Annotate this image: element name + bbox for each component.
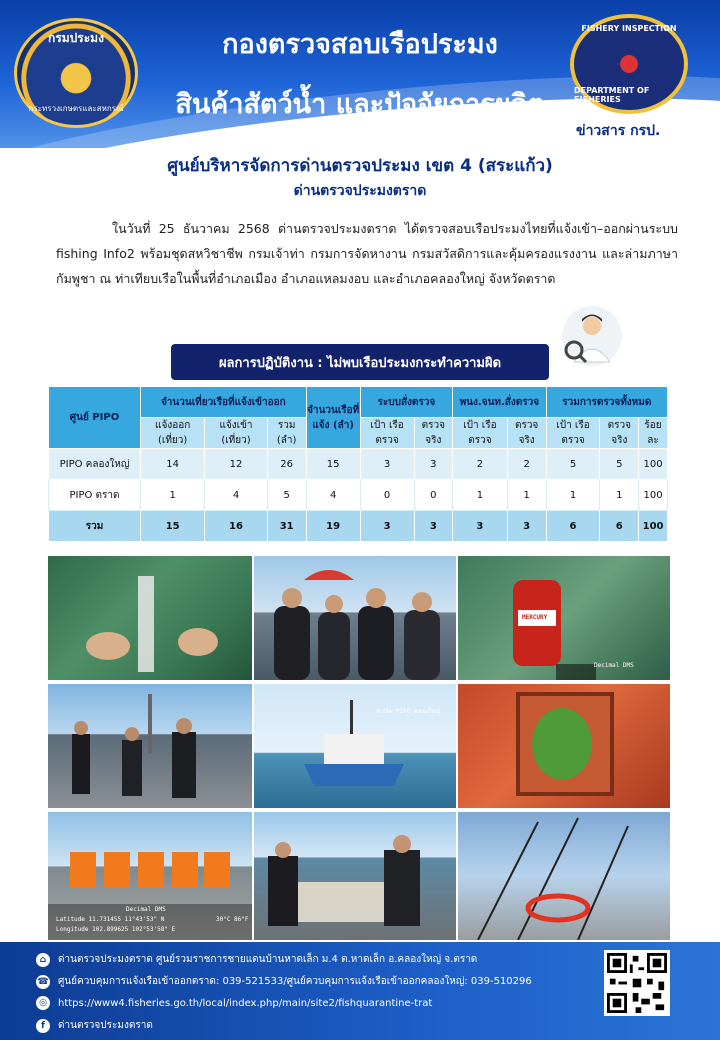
table-cell: 1 [600, 480, 639, 511]
table-subheader: รวม (ลำ) [267, 418, 306, 449]
photo-officers-drawing [254, 556, 456, 680]
table-subheader: ร้อยละ [639, 418, 668, 449]
table-subheader: ตรวจจริง [600, 418, 639, 449]
table-subheader: ตรวจจริง [414, 418, 453, 449]
table-cell: 1 [546, 480, 600, 511]
table-cell: 15 [306, 449, 360, 480]
table-cell: 5 [546, 449, 600, 480]
table-subheader: ตรวจจริง [507, 418, 546, 449]
table-cell: PIPO คลองใหญ่ [49, 449, 141, 480]
table-cell: 6 [546, 511, 600, 542]
photo-document-drawing [254, 812, 456, 940]
qr-code[interactable] [604, 950, 670, 1016]
table-cell: 3 [414, 449, 453, 480]
table-cell: 3 [453, 511, 508, 542]
table-cell: 4 [306, 480, 360, 511]
photo-stamp: Decimal DMS [594, 662, 634, 669]
photo-net-mesh-measure [48, 556, 252, 680]
photo-rods-drawing [458, 812, 670, 940]
header-title-line1: กองตรวจสอบเรือประมง [222, 29, 498, 60]
table-cell: 3 [507, 511, 546, 542]
facebook-icon: f [36, 1019, 50, 1033]
inspector-person-icon [560, 306, 624, 372]
extinguisher-label: MERCURY [522, 614, 548, 621]
photo-pier-drawing [48, 684, 252, 808]
table-cell: 19 [306, 511, 360, 542]
gps-stamp-header: Decimal DMS [126, 906, 166, 913]
photo-fishing-boat [254, 684, 456, 808]
table-header-trips: จำนวนเที่ยวเรือที่แจ้งเข้าออก [141, 387, 307, 418]
photo-boat-drawing [254, 684, 456, 808]
table-cell: 26 [267, 449, 306, 480]
photo-officers-group [254, 556, 456, 680]
photo-fishing-rods [458, 812, 670, 940]
table-cell: 0 [414, 480, 453, 511]
logo-left-text: กรมประมง [48, 31, 104, 45]
table-cell: 12 [205, 449, 267, 480]
fishery-inspection-logo [570, 14, 688, 114]
gps-stamp-temperature: 30°C 86°F [216, 916, 249, 923]
footer-address-line [36, 952, 477, 967]
footer-facebook-link[interactable]: ด่านตรวจประมงตราด [58, 1020, 153, 1031]
table-subheader: แจ้งออก (เที่ยว) [141, 418, 205, 449]
footer-phone-line [36, 974, 532, 989]
logo-right-bottom-text: DEPARTMENT OF FISHERIES [574, 86, 650, 104]
photo-extinguisher-drawing [458, 556, 670, 680]
gps-stamp-latitude: Latitude 11.731455 11°43'53" N [56, 916, 165, 923]
table-cell: 5 [600, 449, 639, 480]
table-cell: PIPO ตราด [49, 480, 141, 511]
table-cell: 100 [639, 511, 668, 542]
table-subheader: เป้า เรือตรวจ [453, 418, 508, 449]
table-cell: 2 [453, 449, 508, 480]
table-row [49, 449, 668, 480]
news-label: ข่าวสาร กรป. [576, 123, 661, 139]
footer-facebook-line [36, 1018, 153, 1033]
table-cell: 6 [600, 511, 639, 542]
photo-crew-life-jackets [48, 812, 252, 940]
table-cell: 1 [141, 480, 205, 511]
table-cell: 2 [507, 449, 546, 480]
header-banner [0, 0, 720, 148]
table-cell: 0 [360, 480, 414, 511]
photo-net-mesh-measure-drawing [48, 556, 252, 680]
footer-website-link[interactable]: https://www4.fisheries.go.th/local/index.php/main/site2/fishquarantine-trat [58, 997, 433, 1009]
table-cell: 3 [360, 511, 414, 542]
checkpoint-title: ด่านตรวจประมงตราด [293, 183, 427, 199]
table-cell: รวม [49, 511, 141, 542]
photo-fire-extinguisher [458, 556, 670, 680]
logo-right-top-text: FISHERY INSPECTION [581, 24, 677, 33]
gps-stamp-longitude: Longitude 102.899625 102°53'58" E [56, 926, 176, 933]
table-cell: 3 [414, 511, 453, 542]
table-cell: 31 [267, 511, 306, 542]
photo-cargo-drawing [458, 684, 670, 808]
table-cell: 100 [639, 480, 668, 511]
inspection-stats-table [48, 386, 668, 542]
table-header-total: รวมการตรวจทั้งหมด [546, 387, 667, 418]
logo-left-subtext: กระทรวงเกษตรและสหกรณ์ [28, 104, 124, 113]
header-title-line2: สินค้าสัตว์น้ำ และปัจจัยการผลิต [175, 89, 545, 120]
department-of-fisheries-logo [14, 18, 138, 128]
news-body-text: ในวันที่ 25 ธันวาคม 2568 ด่านตรวจประมงตราด ได้ตรวจสอบเรือประมงไทยที่แจ้งเข้า–ออกผ่านระบบ fishing Info2 พร้อมชุดสหวิชาชีพ กรมเจ้าท่า กรมการจัดหางาน กรมสวัสดิการและคุ้มครองแรงงาน และล่ามภาษากัมพูชา ณ ท่าเทียบเรือในพื้นที่อำเภอเมือง อำเภอแหลมงอบ และอำเภอคลองใหญ่ จังหวัดตราด [56, 221, 678, 286]
boat-photo-caption: ท่าเรือ PIPO คลองใหญ่ [376, 708, 441, 715]
photo-pier-inspection [48, 684, 252, 808]
table-row [49, 480, 668, 511]
table-cell: 14 [141, 449, 205, 480]
footer-address: ด่านตรวจประมงตราด ศูนย์รวมราชการชายแดนบ้านหาดเล็ก ม.4 ต.หาดเล็ก อ.คลองใหญ่ จ.ตราด [58, 954, 478, 965]
table-cell: 15 [141, 511, 205, 542]
center-title: ศูนย์บริหารจัดการด่านตรวจประมง เขต 4 (สระแก้ว) [167, 156, 553, 176]
table-cell: 100 [639, 449, 668, 480]
table-header-officer: พนง.จนท.สั่งตรวจ [453, 387, 546, 418]
table-cell: 1 [453, 480, 508, 511]
table-cell: 16 [205, 511, 267, 542]
table-total-row [49, 511, 668, 542]
table-subheader: เป้า เรือตรวจ [360, 418, 414, 449]
footer-website-line [36, 996, 432, 1010]
table-header-system: ระบบสั่งตรวจ [360, 387, 453, 418]
table-cell: 1 [507, 480, 546, 511]
globe-icon: ◎ [36, 996, 50, 1010]
footer-phone: ศูนย์ควบคุมการแจ้งเรือเข้าออกตราด: 039-521533/ศูนย์ควบคุมการแจ้งเรือเข้าออกคลองใหญ่: 039-510296 [58, 976, 532, 987]
table-cell: 3 [360, 449, 414, 480]
table-subheader: แจ้งเข้า (เที่ยว) [205, 418, 267, 449]
table-header-center: ศูนย์ PIPO [49, 387, 141, 449]
table-header-boats: จำนวนเรือที่แจ้ง (ลำ) [306, 387, 360, 449]
table-subheader: เป้า เรือตรวจ [546, 418, 600, 449]
home-icon: ⌂ [36, 953, 50, 967]
photo-cargo-hold [458, 684, 670, 808]
table-cell: 4 [205, 480, 267, 511]
result-banner: ผลการปฏิบัติงาน : ไม่พบเรือประมงกระทำความผิด [171, 344, 549, 380]
table-cell: 5 [267, 480, 306, 511]
photo-document-check [254, 812, 456, 940]
phone-icon: ☎ [37, 976, 49, 987]
